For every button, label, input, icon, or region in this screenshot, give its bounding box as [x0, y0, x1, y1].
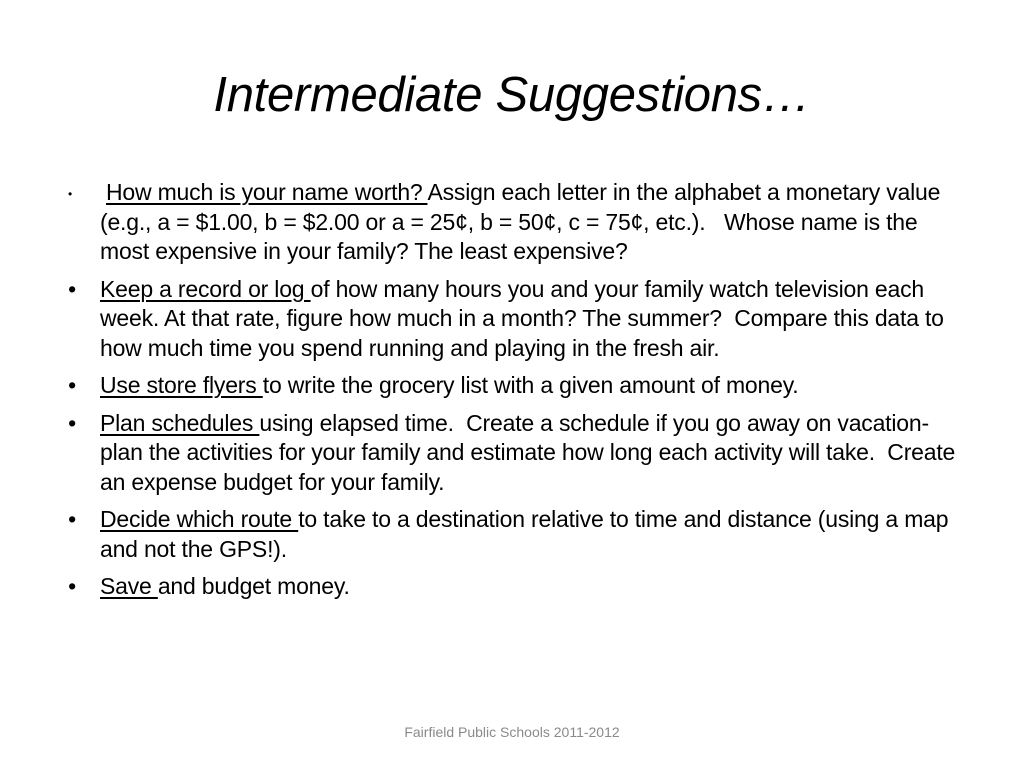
bullet-marker: •	[67, 187, 72, 201]
slide-footer: Fairfield Public Schools 2011-2012	[404, 724, 620, 740]
bullet-lead: Plan schedules	[100, 409, 260, 436]
bullet-marker: •	[68, 372, 76, 398]
bullet-text: using elapsed time. Create a schedule if you go away on vacation- plan the activities for your family and estimate how long each activity will take. Create an expense budget for your family.	[100, 409, 962, 495]
bullet-text: to write the grocery list with a given amount of money.	[262, 372, 799, 398]
bullet-item-name-worth	[67, 178, 970, 267]
bullet-lead: Decide which route	[100, 506, 299, 532]
bullet-item-store-flyers	[68, 371, 970, 401]
bullet-text: to take to a destination relative to time and distance (using a map and not the GPS!).	[100, 506, 955, 562]
bullet-marker: •	[68, 573, 76, 599]
bullet-text: Assign each letter in the alphabet a monetary value (e.g., a = $1.00, b = $2.00 or a = 25¢, b = 50¢, c = 75¢, etc.). Whose name is the most expensive in your family? The least expensive?	[100, 179, 947, 264]
bullet-lead: Keep a record or log	[100, 275, 311, 302]
bullet-lead: Save	[100, 573, 158, 599]
bullet-list	[67, 178, 970, 610]
bullet-item-decide-route	[68, 505, 970, 564]
bullet-marker: •	[68, 506, 76, 532]
bullet-lead: How much is your name worth?	[106, 179, 428, 205]
bullet-item-record-log	[68, 275, 970, 364]
slide-title: Intermediate Suggestions…	[213, 68, 811, 122]
bullet-item-plan-schedules	[68, 409, 970, 498]
bullet-lead: Use store flyers	[100, 372, 263, 398]
bullet-marker: •	[68, 409, 76, 436]
bullet-text: of how many hours you and your family watch television each week. At that rate, figure how much in a month? The summer? Compare this data to how much time you spend running and playing in the fresh air.	[100, 275, 950, 361]
bullet-item-save	[68, 572, 970, 602]
bullet-text: and budget money.	[157, 573, 350, 599]
bullet-marker: •	[68, 275, 76, 302]
